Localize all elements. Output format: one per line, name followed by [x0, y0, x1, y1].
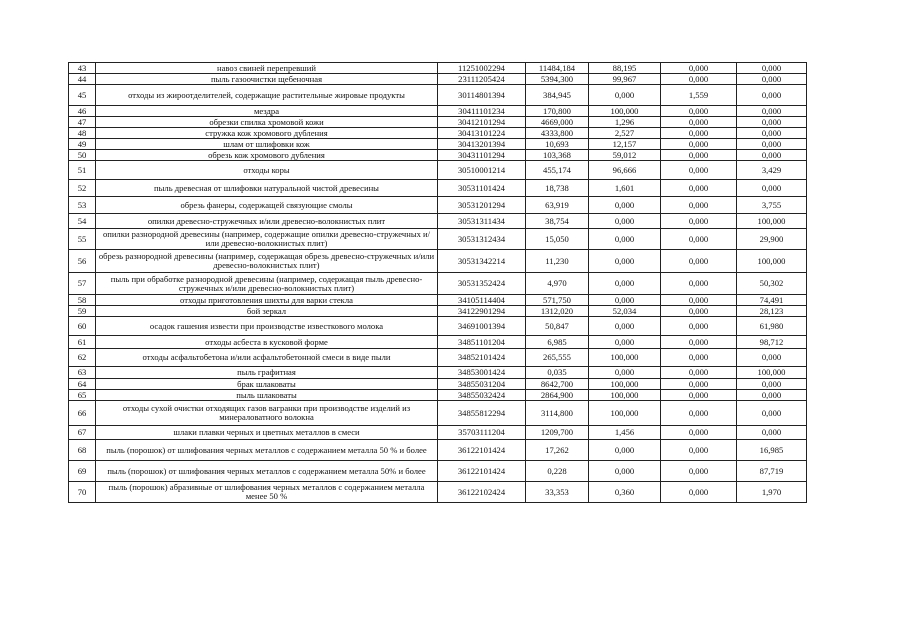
share-col-1-cell: 0,000 — [589, 367, 661, 379]
table-row — [69, 197, 807, 214]
waste-name-cell: пыль графитная — [96, 367, 438, 379]
share-col-2-cell: 0,000 — [661, 401, 737, 426]
waste-mass-cell: 11,230 — [526, 250, 589, 273]
share-col-1-cell: 0,000 — [589, 440, 661, 461]
waste-name-cell: пыль (порошок) от шлифования черных металлов с содержанием металла 50% и более — [96, 461, 438, 482]
waste-mass-cell: 1209,700 — [526, 426, 589, 440]
waste-mass-cell: 18,738 — [526, 180, 589, 197]
share-col-3-cell: 0,000 — [737, 63, 807, 74]
fkko-code-cell: 30531352424 — [438, 273, 526, 295]
table-row — [69, 401, 807, 426]
row-number-cell: 55 — [69, 229, 96, 250]
waste-mass-cell: 571,750 — [526, 295, 589, 306]
table-row — [69, 461, 807, 482]
waste-name-cell: отходы из жироотделителей, содержащие растительные жировые продукты — [96, 85, 438, 106]
row-number-cell: 49 — [69, 139, 96, 150]
waste-name-cell: обрезь разнородной древесины (например, содержащая обрезь древесно-стружечных и/или древесно-волокнистых плит) — [96, 250, 438, 273]
share-col-3-cell: 0,000 — [737, 150, 807, 161]
fkko-code-cell: 34855032424 — [438, 390, 526, 401]
share-col-3-cell: 0,000 — [737, 106, 807, 117]
waste-name-cell: пыль (порошок) от шлифования черных металлов с содержанием металла 50 % и более — [96, 440, 438, 461]
waste-mass-cell: 50,847 — [526, 317, 589, 336]
waste-name-cell: стружка кож хромового дубления — [96, 128, 438, 139]
share-col-2-cell: 0,000 — [661, 161, 737, 180]
table-row — [69, 63, 807, 74]
share-col-3-cell: 0,000 — [737, 349, 807, 367]
row-number-cell: 60 — [69, 317, 96, 336]
share-col-1-cell: 0,000 — [589, 85, 661, 106]
fkko-code-cell: 34691001394 — [438, 317, 526, 336]
table-row — [69, 250, 807, 273]
share-col-3-cell: 74,491 — [737, 295, 807, 306]
row-number-cell: 68 — [69, 440, 96, 461]
table-row — [69, 273, 807, 295]
waste-mass-cell: 5394,300 — [526, 74, 589, 85]
share-col-1-cell: 2,527 — [589, 128, 661, 139]
table-row — [69, 295, 807, 306]
share-col-2-cell: 0,000 — [661, 349, 737, 367]
row-number-cell: 46 — [69, 106, 96, 117]
share-col-3-cell: 0,000 — [737, 379, 807, 390]
waste-mass-cell: 2864,900 — [526, 390, 589, 401]
waste-name-cell: навоз свиней перепревший — [96, 63, 438, 74]
waste-mass-cell: 38,754 — [526, 214, 589, 229]
row-number-cell: 66 — [69, 401, 96, 426]
waste-name-cell: отходы асбеста в кусковой форме — [96, 336, 438, 349]
share-col-1-cell: 0,000 — [589, 461, 661, 482]
row-number-cell: 48 — [69, 128, 96, 139]
table-row — [69, 390, 807, 401]
row-number-cell: 52 — [69, 180, 96, 197]
waste-mass-cell: 4,970 — [526, 273, 589, 295]
share-col-3-cell: 0,000 — [737, 139, 807, 150]
waste-name-cell: опилки разнородной древесины (например, содержащие опилки древесно-стружечных и/или древесно-волокнистых плит) — [96, 229, 438, 250]
fkko-code-cell: 36122101424 — [438, 461, 526, 482]
waste-mass-cell: 15,050 — [526, 229, 589, 250]
share-col-3-cell: 1,970 — [737, 482, 807, 503]
table-row — [69, 139, 807, 150]
share-col-2-cell: 0,000 — [661, 482, 737, 503]
share-col-2-cell: 0,000 — [661, 63, 737, 74]
waste-name-cell: пыль (порошок) абразивные от шлифования черных металлов с содержанием металла менее 50 % — [96, 482, 438, 503]
share-col-3-cell: 0,000 — [737, 74, 807, 85]
waste-name-cell: пыль древесная от шлифовки натуральной чистой древесины — [96, 180, 438, 197]
share-col-1-cell: 100,000 — [589, 106, 661, 117]
waste-name-cell: мездра — [96, 106, 438, 117]
share-col-3-cell: 87,719 — [737, 461, 807, 482]
share-col-1-cell: 100,000 — [589, 379, 661, 390]
share-col-1-cell: 0,000 — [589, 336, 661, 349]
share-col-2-cell: 0,000 — [661, 379, 737, 390]
share-col-1-cell: 0,000 — [589, 197, 661, 214]
table-row — [69, 74, 807, 85]
waste-name-cell: опилки древесно-стружечных и/или древесно-волокнистых плит — [96, 214, 438, 229]
share-col-1-cell: 0,000 — [589, 229, 661, 250]
row-number-cell: 61 — [69, 336, 96, 349]
table-row — [69, 214, 807, 229]
waste-name-cell: брак шлаковаты — [96, 379, 438, 390]
row-number-cell: 59 — [69, 306, 96, 317]
share-col-3-cell: 61,980 — [737, 317, 807, 336]
share-col-2-cell: 0,000 — [661, 273, 737, 295]
table-row — [69, 161, 807, 180]
row-number-cell: 63 — [69, 367, 96, 379]
share-col-2-cell: 0,000 — [661, 150, 737, 161]
share-col-2-cell: 0,000 — [661, 214, 737, 229]
share-col-1-cell: 0,000 — [589, 317, 661, 336]
share-col-3-cell: 98,712 — [737, 336, 807, 349]
row-number-cell: 51 — [69, 161, 96, 180]
share-col-3-cell: 16,985 — [737, 440, 807, 461]
share-col-2-cell: 0,000 — [661, 250, 737, 273]
share-col-1-cell: 99,967 — [589, 74, 661, 85]
fkko-code-cell: 30114801394 — [438, 85, 526, 106]
waste-mass-cell: 6,985 — [526, 336, 589, 349]
waste-name-cell: пыль шлаковаты — [96, 390, 438, 401]
waste-mass-cell: 265,555 — [526, 349, 589, 367]
share-col-2-cell: 0,000 — [661, 117, 737, 128]
share-col-1-cell: 0,360 — [589, 482, 661, 503]
row-number-cell: 43 — [69, 63, 96, 74]
share-col-2-cell: 0,000 — [661, 317, 737, 336]
share-col-1-cell: 100,000 — [589, 401, 661, 426]
row-number-cell: 50 — [69, 150, 96, 161]
waste-name-cell: пыль при обработке разнородной древесины (например, содержащая пыль древесно-стружечных и/или древесно-волокнистых плит) — [96, 273, 438, 295]
waste-mass-cell: 10,693 — [526, 139, 589, 150]
share-col-2-cell: 0,000 — [661, 180, 737, 197]
waste-mass-cell: 17,262 — [526, 440, 589, 461]
share-col-3-cell: 3,755 — [737, 197, 807, 214]
share-col-3-cell: 0,000 — [737, 426, 807, 440]
fkko-code-cell: 36122101424 — [438, 440, 526, 461]
fkko-code-cell: 36122102424 — [438, 482, 526, 503]
waste-mass-cell: 3114,800 — [526, 401, 589, 426]
row-number-cell: 70 — [69, 482, 96, 503]
waste-table-body — [69, 63, 807, 503]
share-col-2-cell: 0,000 — [661, 306, 737, 317]
share-col-1-cell: 59,012 — [589, 150, 661, 161]
waste-mass-cell: 0,228 — [526, 461, 589, 482]
waste-name-cell: осадок гашения извести при производстве известкового молока — [96, 317, 438, 336]
table-row — [69, 426, 807, 440]
share-col-3-cell: 0,000 — [737, 85, 807, 106]
waste-name-cell: отходы сухой очистки отходящих газов вагранки при производстве изделий из минераловатного волокна — [96, 401, 438, 426]
share-col-2-cell: 0,000 — [661, 426, 737, 440]
table-row — [69, 306, 807, 317]
share-col-1-cell: 0,000 — [589, 214, 661, 229]
row-number-cell: 45 — [69, 85, 96, 106]
share-col-3-cell: 100,000 — [737, 214, 807, 229]
table-row — [69, 349, 807, 367]
table-row — [69, 106, 807, 117]
share-col-3-cell: 50,302 — [737, 273, 807, 295]
share-col-3-cell: 0,000 — [737, 117, 807, 128]
share-col-3-cell: 0,000 — [737, 180, 807, 197]
row-number-cell: 67 — [69, 426, 96, 440]
waste-mass-cell: 384,945 — [526, 85, 589, 106]
table-row — [69, 180, 807, 197]
waste-name-cell: бой зеркал — [96, 306, 438, 317]
share-col-1-cell: 100,000 — [589, 349, 661, 367]
fkko-code-cell: 34852101424 — [438, 349, 526, 367]
row-number-cell: 62 — [69, 349, 96, 367]
fkko-code-cell: 11251002294 — [438, 63, 526, 74]
share-col-1-cell: 88,195 — [589, 63, 661, 74]
fkko-code-cell: 30531342214 — [438, 250, 526, 273]
share-col-1-cell: 52,034 — [589, 306, 661, 317]
fkko-code-cell: 30531201294 — [438, 197, 526, 214]
table-row — [69, 150, 807, 161]
share-col-1-cell: 12,157 — [589, 139, 661, 150]
share-col-1-cell: 100,000 — [589, 390, 661, 401]
fkko-code-cell: 34851101204 — [438, 336, 526, 349]
waste-mass-cell: 4669,000 — [526, 117, 589, 128]
waste-mass-cell: 455,174 — [526, 161, 589, 180]
waste-mass-cell: 4333,800 — [526, 128, 589, 139]
share-col-3-cell: 100,000 — [737, 367, 807, 379]
table-row — [69, 379, 807, 390]
table-row — [69, 367, 807, 379]
share-col-2-cell: 0,000 — [661, 128, 737, 139]
share-col-3-cell: 100,000 — [737, 250, 807, 273]
waste-mass-cell: 11484,184 — [526, 63, 589, 74]
table-row — [69, 317, 807, 336]
share-col-3-cell: 29,900 — [737, 229, 807, 250]
row-number-cell: 65 — [69, 390, 96, 401]
share-col-3-cell: 0,000 — [737, 390, 807, 401]
row-number-cell: 53 — [69, 197, 96, 214]
waste-name-cell: отходы асфальтобетона и/или асфальтобетонной смеси в виде пыли — [96, 349, 438, 367]
fkko-code-cell: 23111205424 — [438, 74, 526, 85]
fkko-code-cell: 30412101294 — [438, 117, 526, 128]
table-row — [69, 336, 807, 349]
waste-mass-cell: 170,800 — [526, 106, 589, 117]
share-col-2-cell: 0,000 — [661, 461, 737, 482]
fkko-code-cell: 35703111204 — [438, 426, 526, 440]
share-col-3-cell: 0,000 — [737, 401, 807, 426]
waste-mass-cell: 63,919 — [526, 197, 589, 214]
waste-name-cell: отходы приготовления шихты для варки стекла — [96, 295, 438, 306]
fkko-code-cell: 34853001424 — [438, 367, 526, 379]
share-col-1-cell: 0,000 — [589, 273, 661, 295]
waste-name-cell: шлаки плавки черных и цветных металлов в смеси — [96, 426, 438, 440]
fkko-code-cell: 30413101224 — [438, 128, 526, 139]
fkko-code-cell: 30413201394 — [438, 139, 526, 150]
waste-mass-cell: 103,368 — [526, 150, 589, 161]
fkko-code-cell: 30531312434 — [438, 229, 526, 250]
share-col-1-cell: 0,000 — [589, 250, 661, 273]
row-number-cell: 64 — [69, 379, 96, 390]
share-col-2-cell: 0,000 — [661, 197, 737, 214]
waste-name-cell: шлам от шлифовки кож — [96, 139, 438, 150]
share-col-1-cell: 96,666 — [589, 161, 661, 180]
share-col-1-cell: 1,296 — [589, 117, 661, 128]
waste-mass-cell: 8642,700 — [526, 379, 589, 390]
fkko-code-cell: 30531311434 — [438, 214, 526, 229]
table-row — [69, 229, 807, 250]
share-col-2-cell: 0,000 — [661, 295, 737, 306]
table-row — [69, 482, 807, 503]
table-row — [69, 440, 807, 461]
share-col-2-cell: 0,000 — [661, 336, 737, 349]
fkko-code-cell: 34855031204 — [438, 379, 526, 390]
table-row — [69, 85, 807, 106]
waste-table — [68, 62, 807, 503]
waste-name-cell: обрезь кож хромового дубления — [96, 150, 438, 161]
row-number-cell: 69 — [69, 461, 96, 482]
fkko-code-cell: 30431101294 — [438, 150, 526, 161]
share-col-2-cell: 0,000 — [661, 74, 737, 85]
share-col-3-cell: 0,000 — [737, 128, 807, 139]
share-col-2-cell: 0,000 — [661, 390, 737, 401]
waste-mass-cell: 1312,020 — [526, 306, 589, 317]
fkko-code-cell: 34855812294 — [438, 401, 526, 426]
share-col-1-cell: 0,000 — [589, 295, 661, 306]
fkko-code-cell: 34122901294 — [438, 306, 526, 317]
waste-name-cell: обрезки спилка хромовой кожи — [96, 117, 438, 128]
share-col-2-cell: 1,559 — [661, 85, 737, 106]
table-row — [69, 117, 807, 128]
waste-name-cell: обрезь фанеры, содержащей связующие смолы — [96, 197, 438, 214]
share-col-2-cell: 0,000 — [661, 367, 737, 379]
waste-name-cell: отходы коры — [96, 161, 438, 180]
row-number-cell: 47 — [69, 117, 96, 128]
share-col-3-cell: 3,429 — [737, 161, 807, 180]
share-col-2-cell: 0,000 — [661, 106, 737, 117]
share-col-1-cell: 1,601 — [589, 180, 661, 197]
row-number-cell: 58 — [69, 295, 96, 306]
share-col-3-cell: 28,123 — [737, 306, 807, 317]
share-col-2-cell: 0,000 — [661, 440, 737, 461]
fkko-code-cell: 30411101234 — [438, 106, 526, 117]
share-col-2-cell: 0,000 — [661, 139, 737, 150]
waste-name-cell: пыль газоочистки щебеночная — [96, 74, 438, 85]
row-number-cell: 44 — [69, 74, 96, 85]
waste-mass-cell: 33,353 — [526, 482, 589, 503]
row-number-cell: 57 — [69, 273, 96, 295]
waste-mass-cell: 0,035 — [526, 367, 589, 379]
row-number-cell: 54 — [69, 214, 96, 229]
share-col-2-cell: 0,000 — [661, 229, 737, 250]
fkko-code-cell: 34105114404 — [438, 295, 526, 306]
fkko-code-cell: 30510001214 — [438, 161, 526, 180]
fkko-code-cell: 30531101424 — [438, 180, 526, 197]
table-row — [69, 128, 807, 139]
row-number-cell: 56 — [69, 250, 96, 273]
share-col-1-cell: 1,456 — [589, 426, 661, 440]
